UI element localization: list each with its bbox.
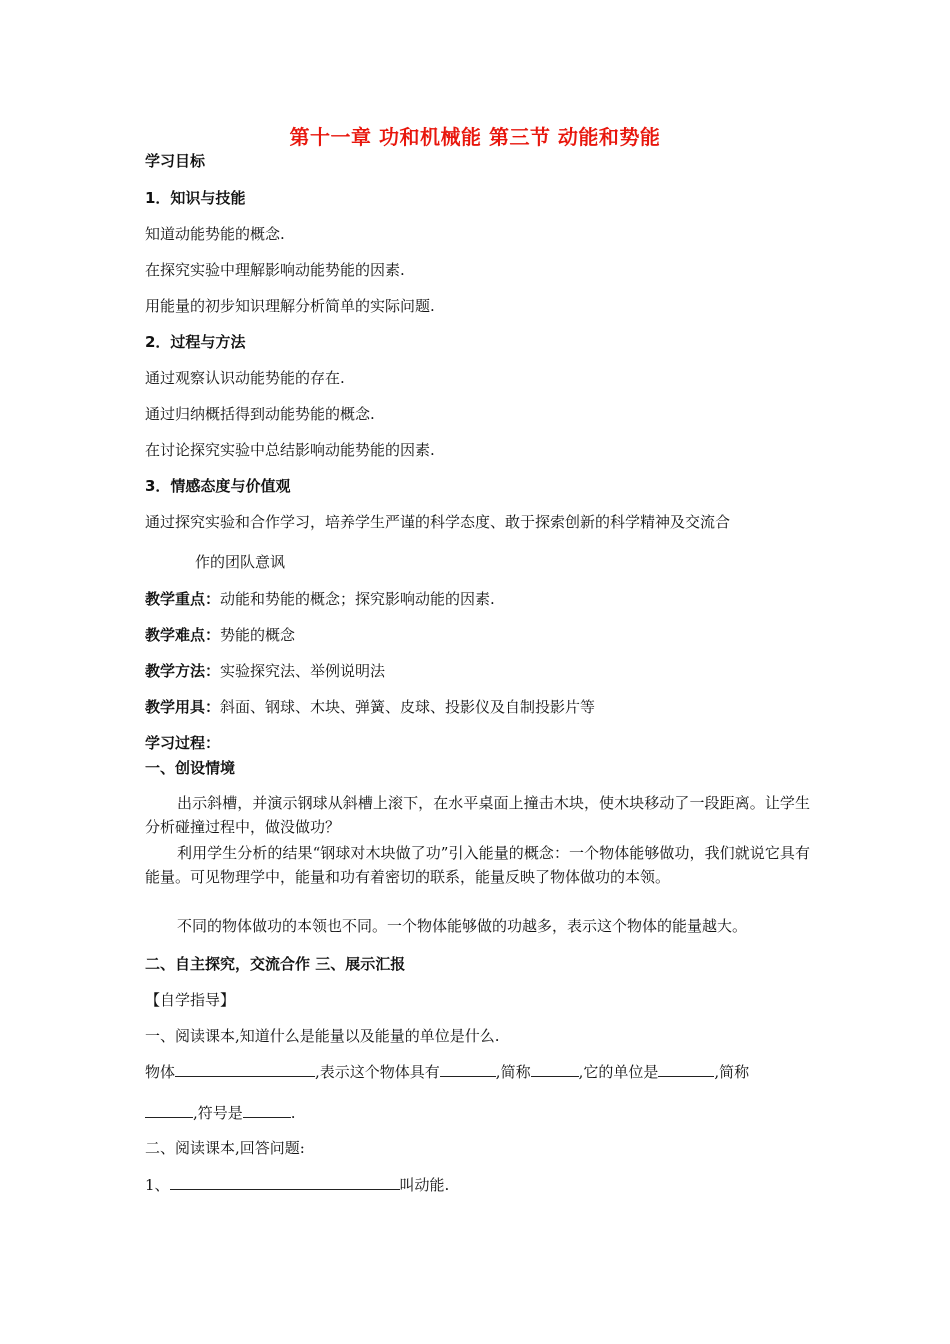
paragraph: 出示斜槽，并演示钢球从斜槽上滚下，在水平桌面上撞击木块，使木块移动了一段距离。让学生分析碰撞过程中，做没做功？ — [145, 794, 810, 836]
fill-blank[interactable] — [531, 1062, 579, 1077]
teaching-difficulty-label: 教学难点： — [145, 626, 221, 644]
teaching-key-label: 教学重点： — [145, 590, 221, 608]
teaching-key-text: 动能和势能的概念；探究影响动能的因素. — [220, 590, 495, 608]
fill-text: ,简称 — [714, 1063, 750, 1081]
process-heading: 学习过程： — [145, 734, 221, 752]
page-title: 第十一章 功和机械能 第三节 动能和势能 — [289, 125, 661, 149]
goal-item: 在讨论探究实验中总结影响动能势能的因素. — [145, 441, 435, 459]
teaching-method-text: 实验探究法、举例说明法 — [220, 662, 386, 680]
fill-line-2 — [145, 1103, 296, 1122]
goal-item: 知道动能势能的概念. — [145, 225, 285, 243]
fill-text: ,简称 — [495, 1063, 531, 1081]
fill-text: ,符号是 — [193, 1104, 243, 1122]
goal-item: 通过探究实验和合作学习，培养学生严谨的科学态度、敢于探索创新的科学精神及交流合 — [145, 513, 731, 531]
fill-blank[interactable] — [658, 1062, 714, 1077]
fill-text: 叫动能. — [399, 1176, 450, 1194]
fill-text: 物体 — [145, 1063, 176, 1081]
fill-text: ,表示这个物体具有 — [315, 1063, 440, 1081]
fill-text: 1、 — [145, 1176, 170, 1194]
fill-text: . — [290, 1104, 296, 1122]
fill-text: ,它的单位是 — [578, 1063, 659, 1081]
paragraph: 不同的物体做功的本领也不同。一个物体能够做的功越多，表示这个物体的能量越大。 — [177, 917, 748, 935]
fill-blank[interactable] — [440, 1062, 496, 1077]
teaching-tools-label: 教学用具： — [145, 698, 221, 716]
teaching-tools — [145, 698, 595, 716]
paragraph: 利用学生分析的结果“钢球对木块做了功”引入能量的概念：一个物体能够做功，我们就说它具有能量。可见物理学中，能量和功有着密切的联系，能量反映了物体做功的本领。 — [145, 844, 810, 886]
fill-line-1 — [145, 1062, 749, 1081]
goal-item-continued: 作的团队意讽 — [195, 553, 286, 571]
question-1: 一、阅读课本,知道什么是能量以及能量的单位是什么. — [145, 1027, 500, 1045]
goal-item: 在探究实验中理解影响动能势能的因素. — [145, 261, 405, 279]
fill-blank[interactable] — [243, 1103, 291, 1118]
section-explore: 二、自主探究，交流合作 三、展示汇报 — [145, 955, 406, 973]
section-process: 2．过程与方法 — [145, 333, 246, 351]
question-2: 二、阅读课本,回答问题: — [145, 1139, 305, 1157]
teaching-difficulty — [145, 626, 295, 644]
goal-item: 通过观察认识动能势能的存在. — [145, 369, 345, 387]
section-values: 3．情感态度与价值观 — [145, 477, 291, 495]
section-knowledge: 1．知识与技能 — [145, 189, 246, 207]
fill-line-3 — [145, 1175, 449, 1194]
fill-blank[interactable] — [170, 1175, 400, 1190]
goal-item: 通过归纳概括得到动能势能的概念. — [145, 405, 375, 423]
fill-blank[interactable] — [175, 1062, 315, 1077]
teaching-method-label: 教学方法： — [145, 662, 221, 680]
teaching-method — [145, 662, 385, 680]
goal-item: 用能量的初步知识理解分析简单的实际问题. — [145, 297, 435, 315]
teaching-key — [145, 590, 495, 608]
section-scenario: 一、创设情境 — [145, 759, 236, 777]
fill-blank[interactable] — [145, 1103, 193, 1118]
self-study-heading: 【自学指导】 — [145, 991, 236, 1009]
goals-heading: 学习目标 — [145, 152, 206, 170]
teaching-tools-text: 斜面、钢球、木块、弹簧、皮球、投影仪及自制投影片等 — [220, 698, 596, 716]
teaching-difficulty-text: 势能的概念 — [220, 626, 296, 644]
